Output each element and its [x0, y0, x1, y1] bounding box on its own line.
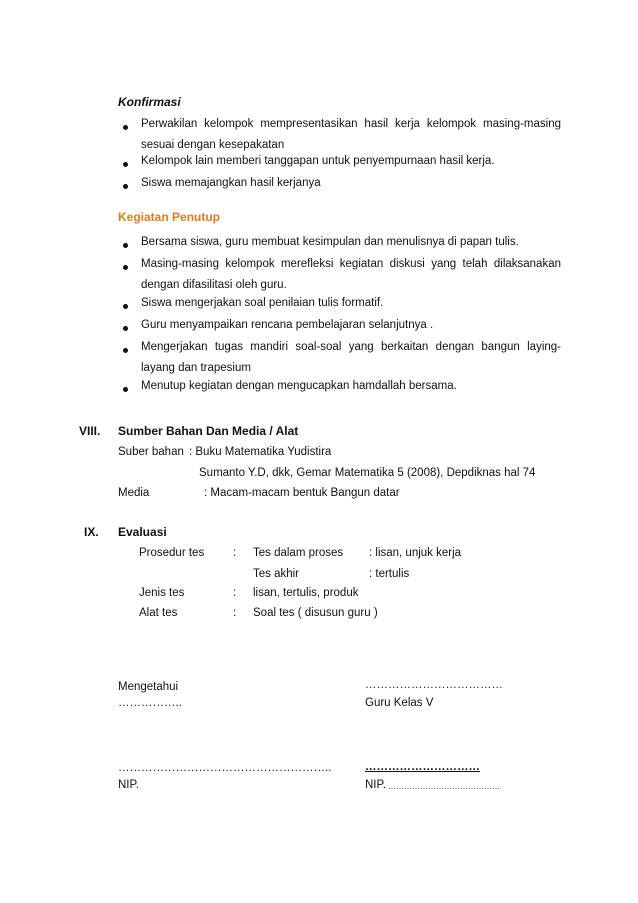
media-label: Media [118, 487, 150, 499]
jenis-colon: : [233, 587, 237, 599]
penutup-item-5-line-2: layang dan trapesium [141, 362, 251, 374]
bullet-icon [123, 162, 128, 167]
alat-colon: : [233, 607, 237, 619]
alat-value: Soal tes ( disusun guru ) [253, 607, 378, 619]
right-nip-dots: …………………………………… [388, 782, 500, 791]
sumber-value-1: : Buku Matematika Yudistira [189, 446, 332, 458]
bullet-icon [123, 387, 128, 392]
penutup-item-5-line-1: Mengerjakan tugas mandiri soal-soal yang berkaitan dengan bangun laying- [141, 341, 561, 353]
penutup-item-2-line-2: dengan difasilitasi oleh guru. [141, 279, 287, 291]
right-name-line: ………………………… [365, 761, 480, 773]
prosedur-b-value: : tertulis [369, 568, 410, 580]
section-9-title: Evaluasi [118, 525, 167, 539]
penutup-item-2-line-1: Masing-masing kelompok merefleksi kegiatan diskusi yang telah dilaksanakan [141, 258, 561, 270]
alat-label: Alat tes [139, 607, 178, 619]
penutup-item-1: Bersama siswa, guru membuat kesimpulan dan menulisnya di papan tulis. [141, 236, 519, 248]
guru-kelas-label: Guru Kelas V [365, 697, 434, 709]
media-value: : Macam-macam bentuk Bangun datar [204, 487, 400, 499]
mengetahui-dots: …………….. [118, 697, 182, 709]
guru-dots: ……………………………… [365, 679, 503, 691]
jenis-label: Jenis tes [139, 587, 185, 599]
mengetahui-label: Mengetahui [118, 681, 179, 693]
bullet-icon [123, 184, 128, 189]
left-name-line: ……………………………………………….. [118, 762, 332, 774]
right-nip-label: NIP. [365, 779, 386, 791]
jenis-value: lisan, tertulis, produk [253, 587, 359, 599]
prosedur-label: Prosedur tes [139, 547, 205, 559]
konfirmasi-item-2: Kelompok lain memberi tanggapan untuk penyempurnaan hasil kerja. [141, 155, 495, 167]
konfirmasi-heading: Konfirmasi [118, 95, 181, 109]
prosedur-b: Tes akhir [253, 568, 300, 580]
bullet-icon [123, 243, 128, 248]
prosedur-a: Tes dalam proses [253, 547, 344, 559]
prosedur-colon: : [233, 547, 237, 559]
penutup-heading: Kegiatan Penutup [118, 210, 221, 224]
left-nip-label: NIP. [118, 779, 139, 791]
penutup-item-3: Siswa mengerjakan soal penilaian tulis formatif. [141, 297, 384, 309]
section-8-title: Sumber Bahan Dan Media / Alat [118, 424, 299, 438]
bullet-icon [123, 265, 128, 270]
sumber-value-2: Sumanto Y.D, dkk, Gemar Matematika 5 (2008), Depdiknas hal 74 [199, 467, 536, 479]
penutup-item-4: Guru menyampaikan rencana pembelajaran selanjutnya . [141, 319, 434, 331]
sumber-label: Suber bahan [118, 446, 184, 458]
konfirmasi-item-3: Siswa memajangkan hasil kerjanya [141, 177, 321, 189]
section-9-number: IX. [84, 525, 99, 539]
bullet-icon [123, 348, 128, 353]
section-8-number: VIII. [79, 424, 101, 438]
konfirmasi-item-1-line-2: sesuai dengan kesepakatan [141, 139, 285, 151]
bullet-icon [123, 125, 128, 130]
penutup-item-6: Menutup kegiatan dengan mengucapkan hamdallah bersama. [141, 380, 457, 392]
bullet-icon [123, 326, 128, 331]
bullet-icon [123, 304, 128, 309]
konfirmasi-item-1-line-1: Perwakilan kelompok mempresentasikan hasil kerja kelompok masing-masing [141, 118, 561, 130]
prosedur-a-value: : lisan, unjuk kerja [369, 547, 462, 559]
